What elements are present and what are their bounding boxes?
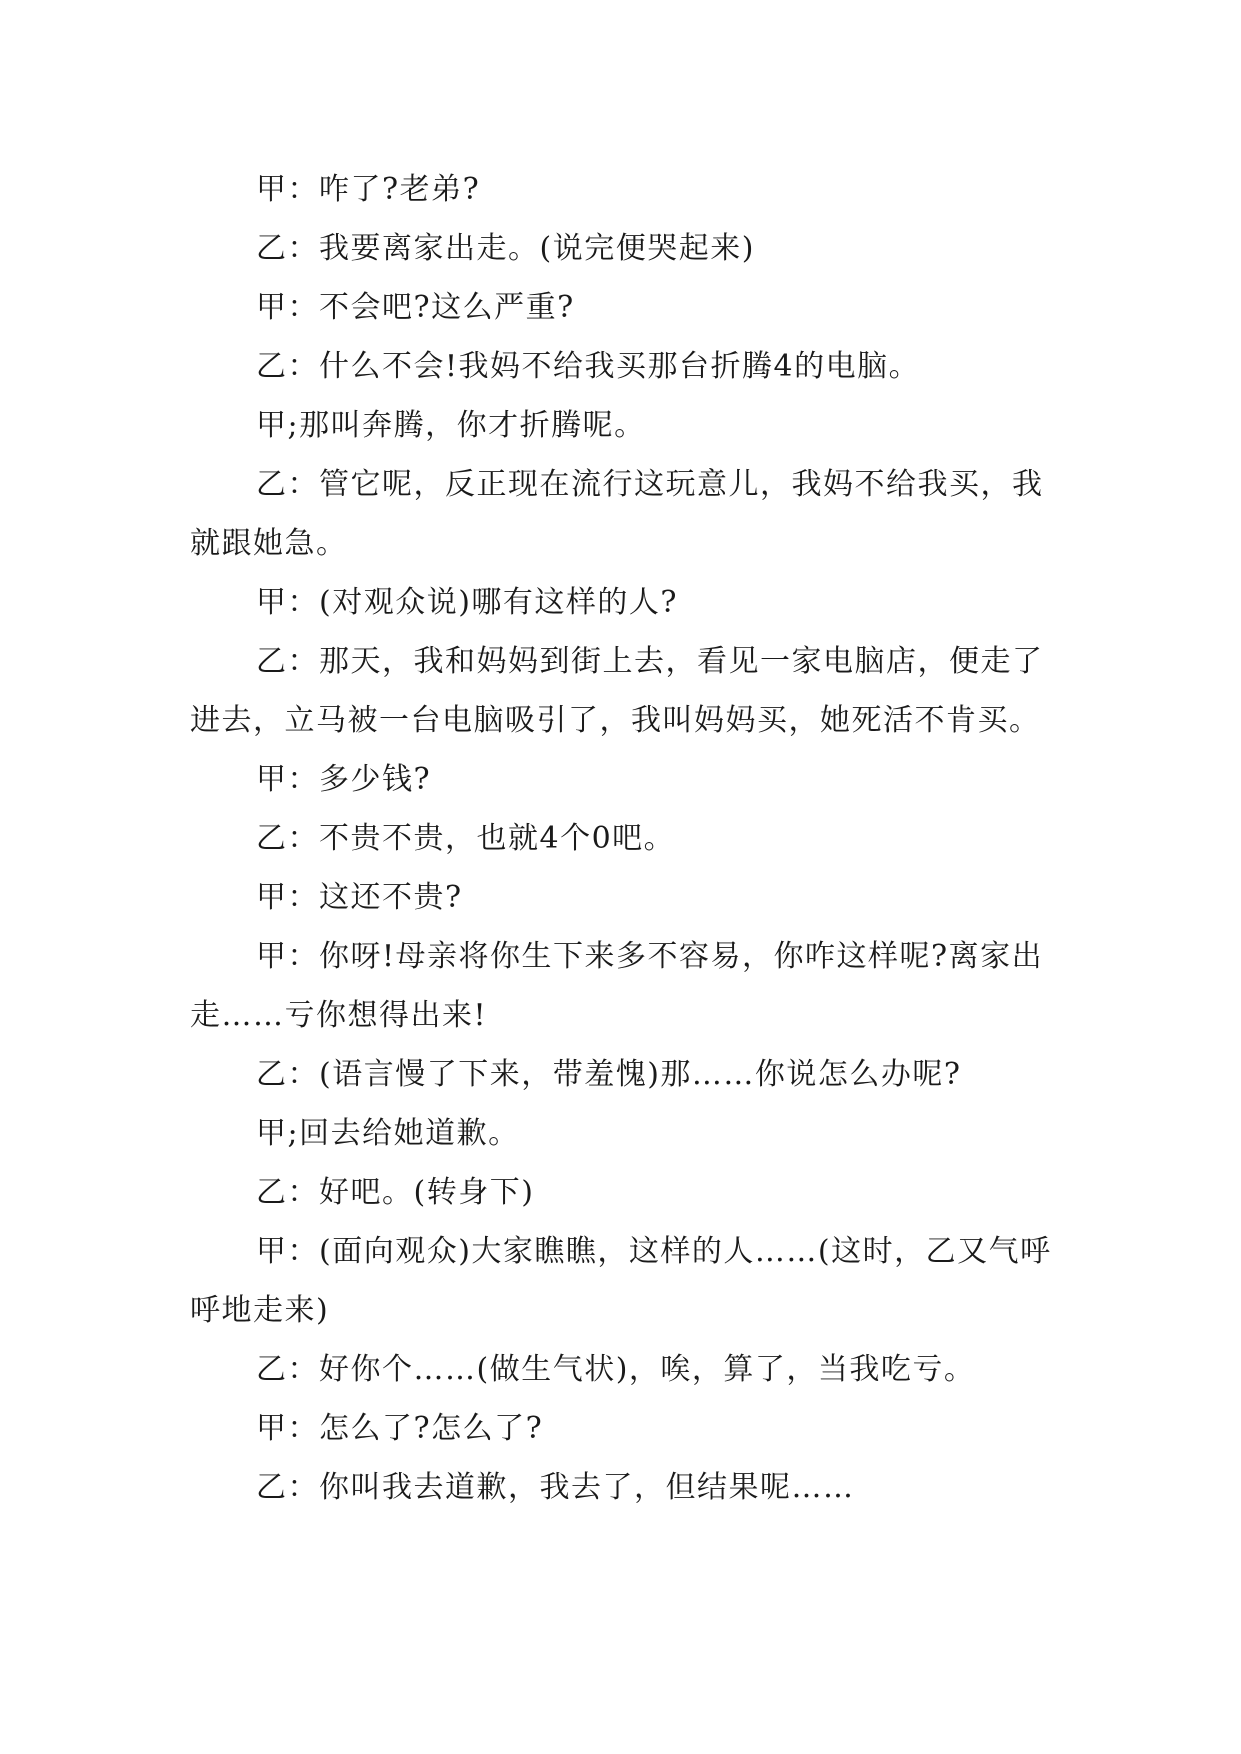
dialogue-line: 乙：什么不会!我妈不给我买那台折腾4的电脑。 (256, 349, 921, 384)
dialogue-line: 乙：(语言慢了下来，带羞愧)那……你说怎么办呢? (256, 1057, 962, 1092)
dialogue-line: 乙：不贵不贵，也就4个0吧。 (256, 821, 676, 856)
dialogue-line: 乙：管它呢，反正现在流行这玩意儿，我妈不给我买，我就跟她急。 (190, 467, 1044, 561)
dialogue-line: 乙：好你个……(做生气状)，唉，算了，当我吃亏。 (256, 1352, 976, 1387)
dialogue-line: 甲：这还不贵? (256, 880, 463, 915)
dialogue-line: 甲：怎么了?怎么了? (256, 1411, 544, 1446)
dialogue-line: 甲：咋了?老弟? (256, 172, 481, 207)
dialogue-line: 甲：你呀!母亲将你生下来多不容易，你咋这样呢?离家出走……亏你想得出来! (190, 939, 1044, 1033)
dialogue-line: 甲;回去给她道歉。 (256, 1116, 520, 1151)
dialogue-line: 乙：好吧。(转身下) (256, 1175, 535, 1210)
dialogue-line: 乙：你叫我去道歉，我去了，但结果呢…… (256, 1470, 855, 1505)
dialogue-line: 乙：那天，我和妈妈到街上去，看见一家电脑店，便走了进去，立马被一台电脑吸引了，我叫妈妈买，她死活不肯买。 (190, 644, 1044, 738)
dialogue-line: 甲：多少钱? (256, 762, 432, 797)
dialogue-line: 甲;那叫奔腾，你才折腾呢。 (256, 408, 646, 443)
dialogue-line: 甲：不会吧?这么严重? (256, 290, 575, 325)
dialogue-line: 甲：(面向观众)大家瞧瞧，这样的人……(这时，乙又气呼呼地走来) (190, 1234, 1052, 1328)
dialogue-body (190, 160, 1070, 1517)
dialogue-line: 甲：(对观众说)哪有这样的人? (256, 585, 678, 620)
dialogue-line: 乙：我要离家出走。(说完便哭起来) (256, 231, 755, 266)
